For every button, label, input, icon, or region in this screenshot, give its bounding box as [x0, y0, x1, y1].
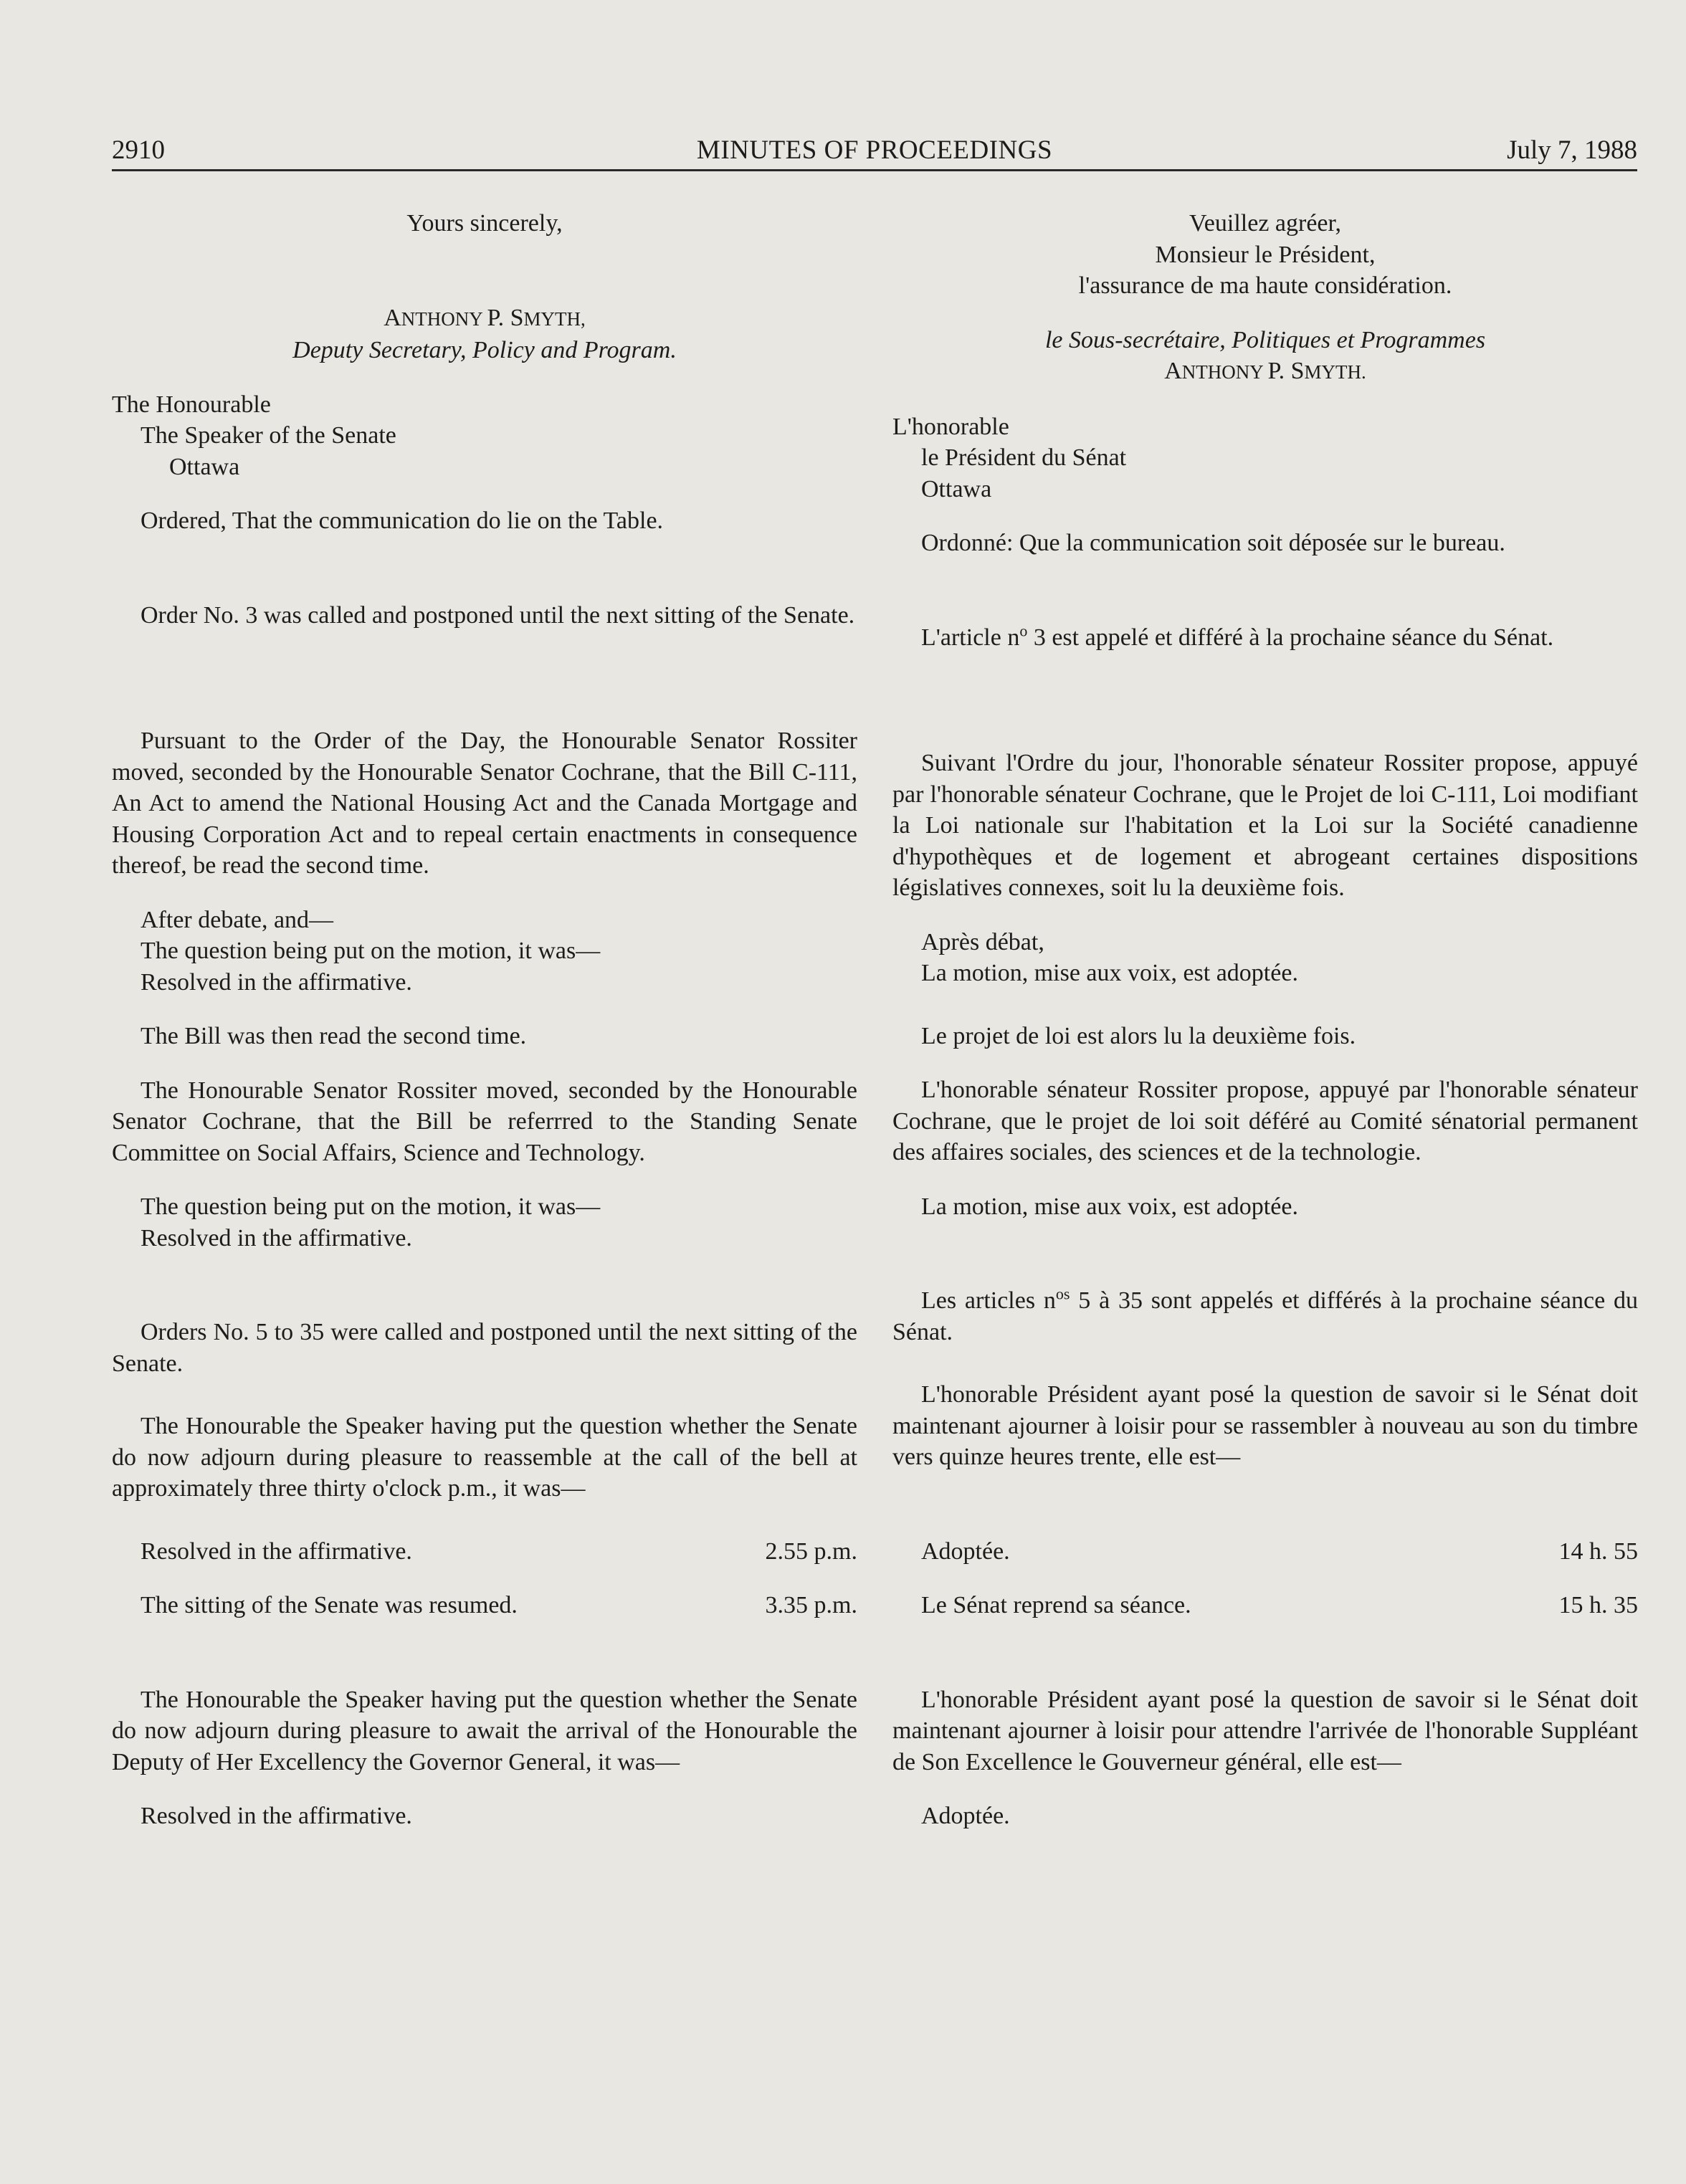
orders-5-35-paragraph: Orders No. 5 to 35 were called and postponed until the next sitting of the Senate.	[112, 1319, 857, 1377]
ordered-paragraph: Ordered, That the communication do lie on the Table.	[140, 507, 664, 534]
question-line: La motion, mise aux voix, est adoptée.	[921, 1193, 1298, 1220]
address-line: Ottawa	[921, 475, 992, 502]
debate-line: Après débat,	[921, 928, 1044, 955]
order-3-paragraph: L'article $n^o$ 3 est appelé et différé à la prochaine séance du Sénat.	[921, 621, 1554, 651]
pursuant-paragraph: Pursuant to the Order of the Day, the Honourable Senator Rossiter moved, seconded by the Honourable Senator Cochrane, that the Bill C-111, An Act to amend the National Housing Act and the Canada Mortgage and Housing Corporation Act and to repeal certain enactments in consequence thereof, be read the second time.	[112, 728, 857, 879]
address-line: le Président du Sénat	[921, 444, 1127, 471]
adjourn-paragraph: The Honourable the Speaker having put the question whether the Senate do now adjourn during pleasure to reassemble at the call of the bell at approximately three thirty o'clock p.m., it was—	[112, 1413, 857, 1502]
orders-5-35-paragraph: Les articles $n^{os}$ 5 à 35 sont appelés et différés à la prochaine séance du Sénat.	[892, 1284, 1638, 1345]
page-header	[112, 135, 1637, 168]
question-line: The question being put on the motion, it was—	[140, 1193, 601, 1220]
page-title: MINUTES OF PROCEEDINGS	[696, 135, 1053, 165]
closing-line: l'assurance de ma haute considération.	[1078, 272, 1452, 299]
resolved-time-row: Resolved in the affirmative. 2.55 p.m.	[112, 1536, 857, 1568]
time-stamp: 3.35 p.m.	[765, 1592, 857, 1618]
debate-line: Resolved in the affirmative.	[140, 968, 412, 996]
question-line: Resolved in the affirmative.	[140, 1224, 412, 1251]
time-stamp: 14 h. 55	[1558, 1537, 1638, 1565]
closing-line: Monsieur le Président,	[1155, 241, 1376, 268]
bill-read-paragraph: Le projet de loi est alors lu la deuxième fois.	[921, 1022, 1356, 1049]
closing-line: Veuillez agréer,	[1189, 210, 1341, 237]
ordered-paragraph: Ordonné: Que la communication soit déposée sur le bureau.	[921, 530, 1505, 556]
debate-line: After debate, and—	[140, 906, 334, 933]
signer-title: le Sous-secrétaire, Politiques et Programmes	[1044, 326, 1486, 353]
bill-read-paragraph: The Bill was then read the second time.	[140, 1023, 527, 1049]
final-adopted: Adoptée.	[921, 1803, 1010, 1829]
adjourn-paragraph: L'honorable Président ayant posé la question de savoir si le Sénat doit maintenant ajourner à loisir pour attendre l'arrivée de l'honorable Suppléant de Son Excellence le Gouverneur général, elle est—	[892, 1686, 1638, 1775]
debate-line: The question being put on the motion, it was—	[140, 938, 601, 964]
time-stamp: 2.55 p.m.	[765, 1537, 857, 1565]
signer-name: ANTHONY P. SMYTH.	[1164, 358, 1366, 384]
adopted-time-row: Adoptée. 14 h. 55	[892, 1536, 1638, 1568]
pursuant-paragraph: Suivant l'Ordre du jour, l'honorable sénateur Rossiter propose, appuyé par l'honorable sénateur Cochrane, que le Projet de loi C-111, Loi modifiant la Loi nationale sur l'habitation et la Loi sur la Société canadienne d'hypothèques et de logement et abrogeant certaines dispositions législatives connexes, soit lu la deuxième fois.	[892, 750, 1638, 901]
address-line: Ottawa	[169, 453, 240, 480]
english-column	[112, 208, 857, 1832]
referral-paragraph: L'honorable sénateur Rossiter propose, appuyé par l'honorable sénateur Cochrane, que le projet de loi soit déféré au Comité sénatorial permanent des affaires sociales, des sciences et de la technologie.	[892, 1077, 1638, 1165]
french-column	[892, 208, 1638, 1832]
address-line: The Honourable	[112, 391, 271, 418]
debate-line: La motion, mise aux voix, est adoptée.	[921, 960, 1298, 986]
order-3-paragraph: Order No. 3 was called and postponed until the next sitting of the Senate.	[140, 601, 855, 629]
signer-title: Deputy Secretary, Policy and Program.	[292, 337, 677, 363]
address-line: L'honorable	[892, 413, 1009, 440]
header-rule	[112, 169, 1637, 171]
closing-line: Yours sincerely,	[406, 210, 563, 237]
adjourn-paragraph: L'honorable Président ayant posé la question de savoir si le Sénat doit maintenant ajourner à loisir pour se rassembler à nouveau au son du timbre vers quinze heures trente, elle est—	[892, 1381, 1638, 1470]
resumed-time-row: Le Sénat reprend sa séance. 15 h. 35	[892, 1590, 1638, 1621]
page-number: 2910	[112, 135, 165, 165]
final-resolved: Resolved in the affirmative.	[140, 1803, 412, 1829]
time-stamp: 15 h. 35	[1558, 1592, 1638, 1618]
signer-name: ANTHONY P. SMYTH,	[384, 304, 586, 331]
referral-paragraph: The Honourable Senator Rossiter moved, seconded by the Honourable Senator Cochrane, that the Bill be referrred to the Standing Senate Committee on Social Affairs, Science and Technology.	[112, 1077, 857, 1166]
address-line: The Speaker of the Senate	[140, 422, 396, 449]
adjourn-paragraph: The Honourable the Speaker having put the question whether the Senate do now adjourn during pleasure to await the arrival of the Honourable the Deputy of Her Excellency the Governor General, it was—	[112, 1686, 857, 1775]
page-date: July 7, 1988	[1507, 135, 1637, 165]
resumed-time-row: The sitting of the Senate was resumed. 3.35 p.m.	[112, 1590, 857, 1621]
